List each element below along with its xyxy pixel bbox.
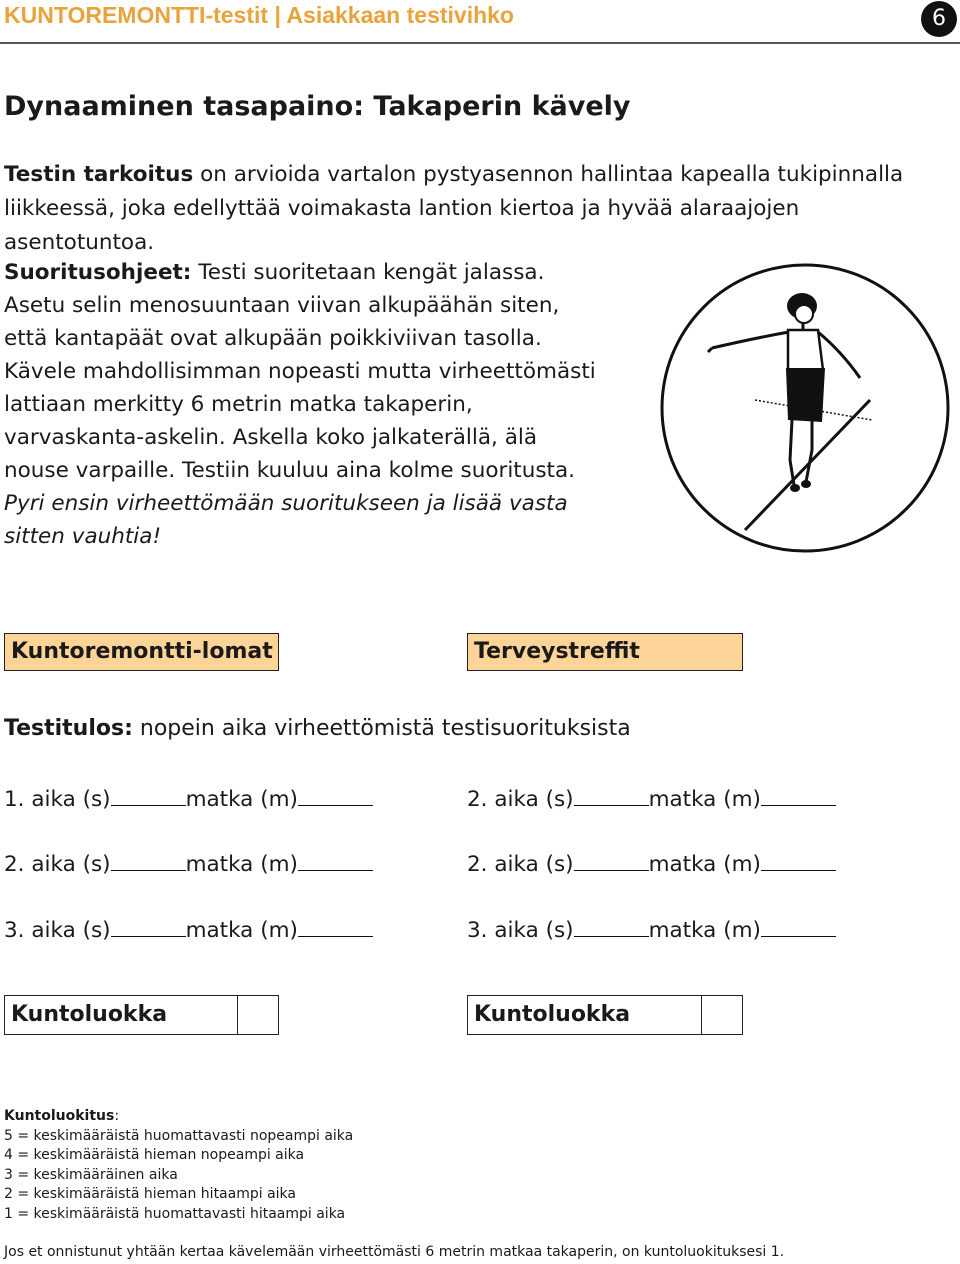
instructions-tip: sitten vauhtia! (4, 524, 162, 549)
distance-label: matka (m) (648, 852, 761, 877)
fitness-class-box-right (467, 995, 743, 1035)
legend-title (4, 1107, 353, 1127)
header-divider (0, 42, 960, 44)
purpose-label: Testin tarkoitus (4, 162, 194, 187)
distance-input[interactable] (761, 852, 836, 871)
page-number-badge: 6 (921, 1, 957, 37)
time-label: 2. aika (s) (467, 787, 574, 812)
instructions-line (4, 256, 624, 289)
time-label: 2. aika (s) (4, 852, 111, 877)
fitness-class-input[interactable] (701, 996, 742, 1034)
instructions-line: nouse varpaille. Testiin kuuluu aina kolme suoritusta. (4, 458, 575, 483)
fitness-class-label: Kuntoluokka (474, 1002, 631, 1027)
right-result-row-1 (467, 787, 836, 812)
time-label: 2. aika (s) (467, 852, 574, 877)
column-title-left: Kuntoremontti-lomat (4, 633, 279, 671)
time-input[interactable] (574, 852, 649, 871)
distance-label: matka (m) (185, 918, 298, 943)
instructions-line: Kävele mahdollisimman nopeasti mutta virheettömästi (4, 359, 596, 384)
time-input[interactable] (574, 918, 649, 937)
instructions-tip: Pyri ensin virheettömään suoritukseen ja lisää vasta (4, 491, 568, 516)
time-input[interactable] (574, 787, 649, 806)
column-title-right: Terveystreffit (467, 633, 743, 671)
right-result-row-3 (467, 918, 836, 943)
distance-label: matka (m) (185, 852, 298, 877)
time-input[interactable] (111, 918, 186, 937)
distance-label: matka (m) (185, 787, 298, 812)
legend-item: 3 = keskimääräinen aika (4, 1166, 178, 1183)
legend-item: 2 = keskimääräistä hieman hitaampi aika (4, 1186, 296, 1203)
distance-input[interactable] (298, 852, 373, 871)
section-title: Dynaaminen tasapaino: Takaperin kävely (4, 91, 631, 122)
legend-title-colon: : (114, 1108, 120, 1124)
fitness-class-input[interactable] (237, 996, 278, 1034)
distance-label: matka (m) (648, 787, 761, 812)
distance-input[interactable] (761, 918, 836, 937)
legend-title-text: Kuntoluokitus (4, 1108, 115, 1124)
instructions-line: varvaskanta-askelin. Askella koko jalkaterällä, älä (4, 425, 538, 450)
footer-note: Jos et onnistunut yhtään kertaa kävelemään virheettömästi 6 metrin matkaa takaperin, on kuntoluokituksesi 1. (4, 1244, 785, 1260)
left-result-row-2 (4, 852, 373, 877)
time-label: 1. aika (s) (4, 787, 111, 812)
legend-item: 5 = keskimääräistä huomattavasti nopeampi aika (4, 1127, 354, 1144)
backward-walking-figure-icon (660, 260, 950, 564)
time-input[interactable] (111, 787, 186, 806)
distance-input[interactable] (761, 787, 836, 806)
fitness-class-legend (4, 1107, 353, 1225)
legend-item: 4 = keskimääräistä hieman nopeampi aika (4, 1147, 305, 1164)
purpose-paragraph (4, 158, 954, 260)
distance-input[interactable] (298, 787, 373, 806)
time-label: 3. aika (s) (467, 918, 574, 943)
fitness-class-box-left (4, 995, 279, 1035)
instructions-line: lattiaan merkitty 6 metrin matka takaperin, (4, 392, 473, 417)
instructions-block (4, 256, 624, 553)
distance-input[interactable] (298, 918, 373, 937)
left-result-row-3 (4, 918, 373, 943)
instructions-text: Testi suoritetaan kengät jalassa. (191, 260, 545, 285)
fitness-class-label: Kuntoluokka (11, 1002, 168, 1027)
right-result-row-2 (467, 852, 836, 877)
legend-item: 1 = keskimääräistä huomattavasti hitaampi aika (4, 1205, 346, 1222)
result-heading (4, 716, 631, 741)
instructions-line: Asetu selin menosuuntaan viivan alkupäähän siten, (4, 293, 560, 318)
time-input[interactable] (111, 852, 186, 871)
distance-label: matka (m) (648, 918, 761, 943)
time-label: 3. aika (s) (4, 918, 111, 943)
left-result-row-1 (4, 787, 373, 812)
purpose-text: on arvioida vartalon pystyasennon hallintaa kapealla tukipinnalla liikkeessä, joka edellyttää voimakasta lantion kiertoa ja hyvää alaraajojen asentotuntoa. (4, 162, 904, 255)
instructions-line: että kantapäät ovat alkupään poikkiviivan tasolla. (4, 326, 542, 351)
result-text: nopein aika virheettömistä testisuorituksista (132, 716, 631, 741)
instructions-label: Suoritusohjeet: (4, 260, 192, 285)
result-label: Testitulos: (4, 716, 133, 741)
header-title: KUNTOREMONTTI-testit | Asiakkaan testivihko (4, 2, 514, 28)
